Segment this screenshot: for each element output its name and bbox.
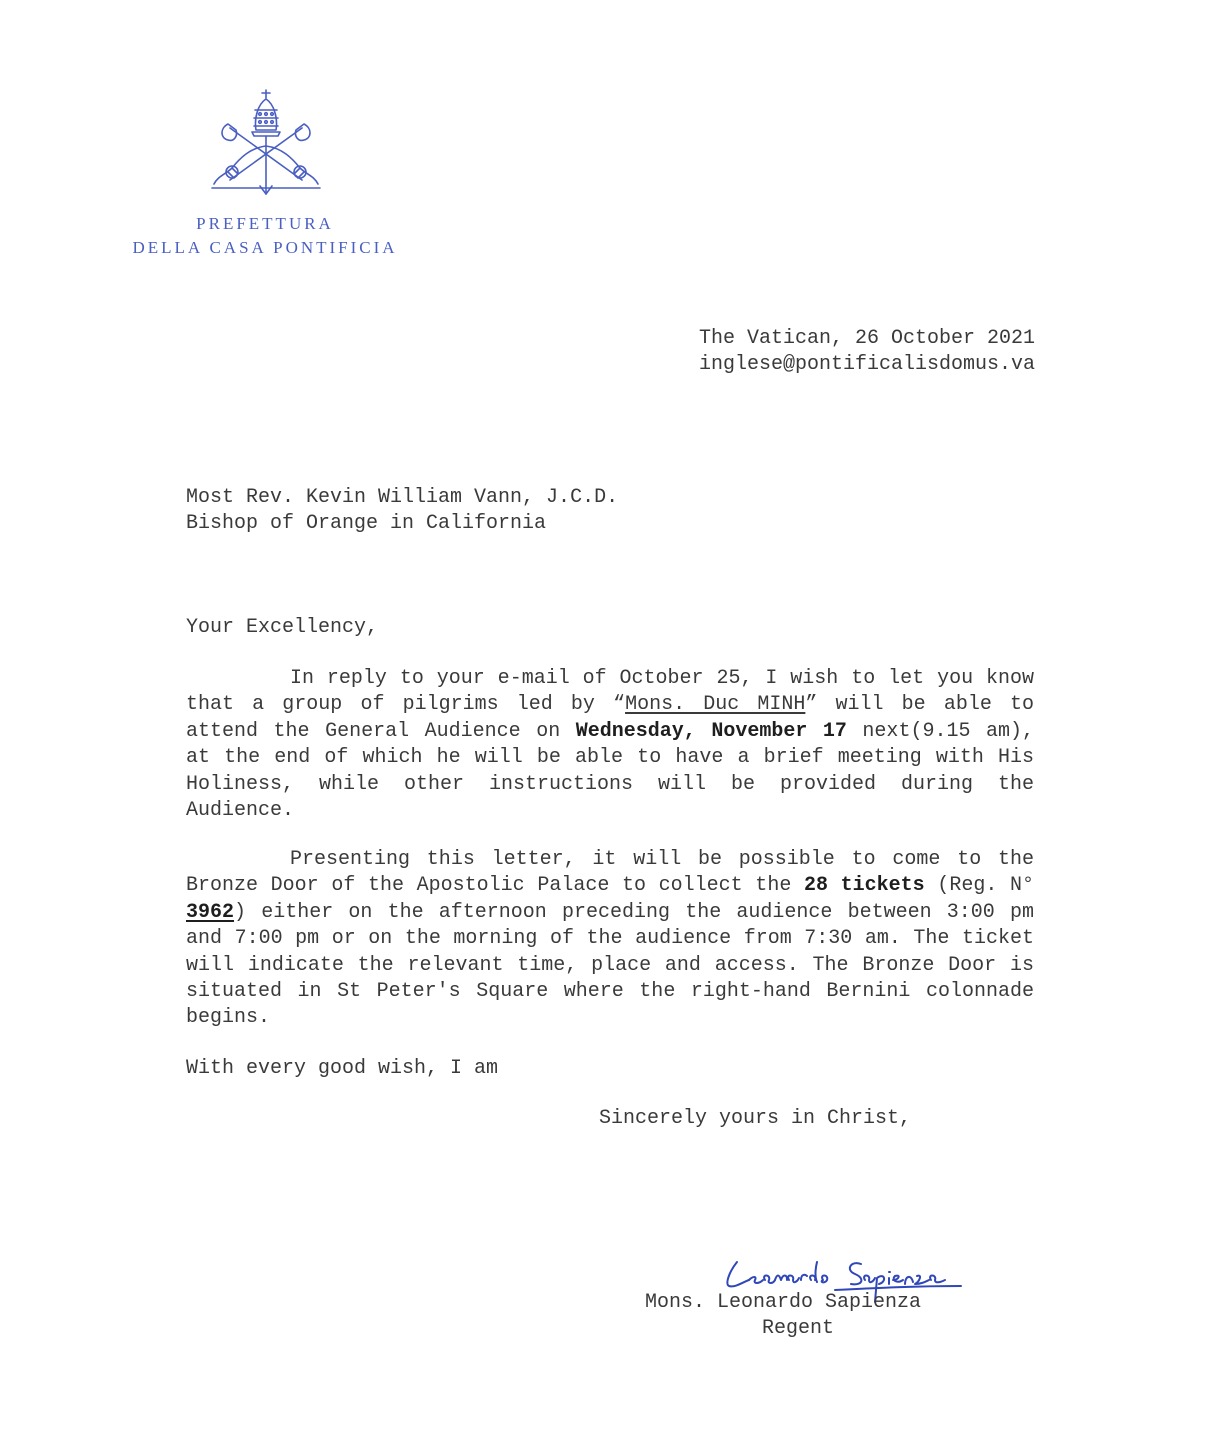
ticket-count: 28 tickets xyxy=(803,874,925,898)
recipient-block xyxy=(186,485,618,537)
body-paragraph-2: Presenting this letter, it will be possible to come to the Bronze Door of the Apostolic Palace to collect the 28 tickets (Reg. N° 3962) either on the afternoon preceding the audience between 3:00 pm and 7:00 pm or on the morning of the audience from 7:30 am. The ticket will indicate the relevant time, place and access. The Bronze Door is situated in St Peter's Square where the right-hand Bernini colonnade begins. xyxy=(186,848,1034,1030)
salutation: Your Excellency, xyxy=(186,616,379,639)
letterhead-line-1: PREFETTURA xyxy=(196,214,334,233)
letter-date: The Vatican, 26 October 2021 xyxy=(698,327,1035,350)
letterhead-line-2: DELLA CASA PONTIFICIA xyxy=(132,238,398,257)
papal-coat-of-arms-icon xyxy=(210,88,322,200)
signatory-title: Regent xyxy=(762,1317,835,1340)
signatory-name: Mons. Leonardo Sapienza xyxy=(645,1291,922,1314)
closing-line-1: With every good wish, I am xyxy=(186,1057,499,1080)
registration-number: 3962 xyxy=(186,900,235,924)
date-and-email-block xyxy=(650,326,1035,378)
group-leader-name: Mons. Duc MINH xyxy=(625,693,806,717)
body-paragraph-1: In reply to your e-mail of October 25, I wish to let you know that a group of pilgrims led by “Mons. Duc MINH” will be able to attend the General Audience on Wednesday, November 17 next(9.15 am), at the end of which he will be able to have a brief meeting with His Holiness, while other instructions will be provided during the Audience. xyxy=(186,667,1034,823)
closing-line-2: Sincerely yours in Christ, xyxy=(599,1107,912,1130)
recipient-name: Most Rev. Kevin William Vann, J.C.D. xyxy=(186,486,619,509)
recipient-title: Bishop of Orange in California xyxy=(186,512,547,535)
sender-email: inglese@pontificalisdomus.va xyxy=(698,353,1035,376)
audience-date: Wednesday, November 17 xyxy=(575,719,847,743)
